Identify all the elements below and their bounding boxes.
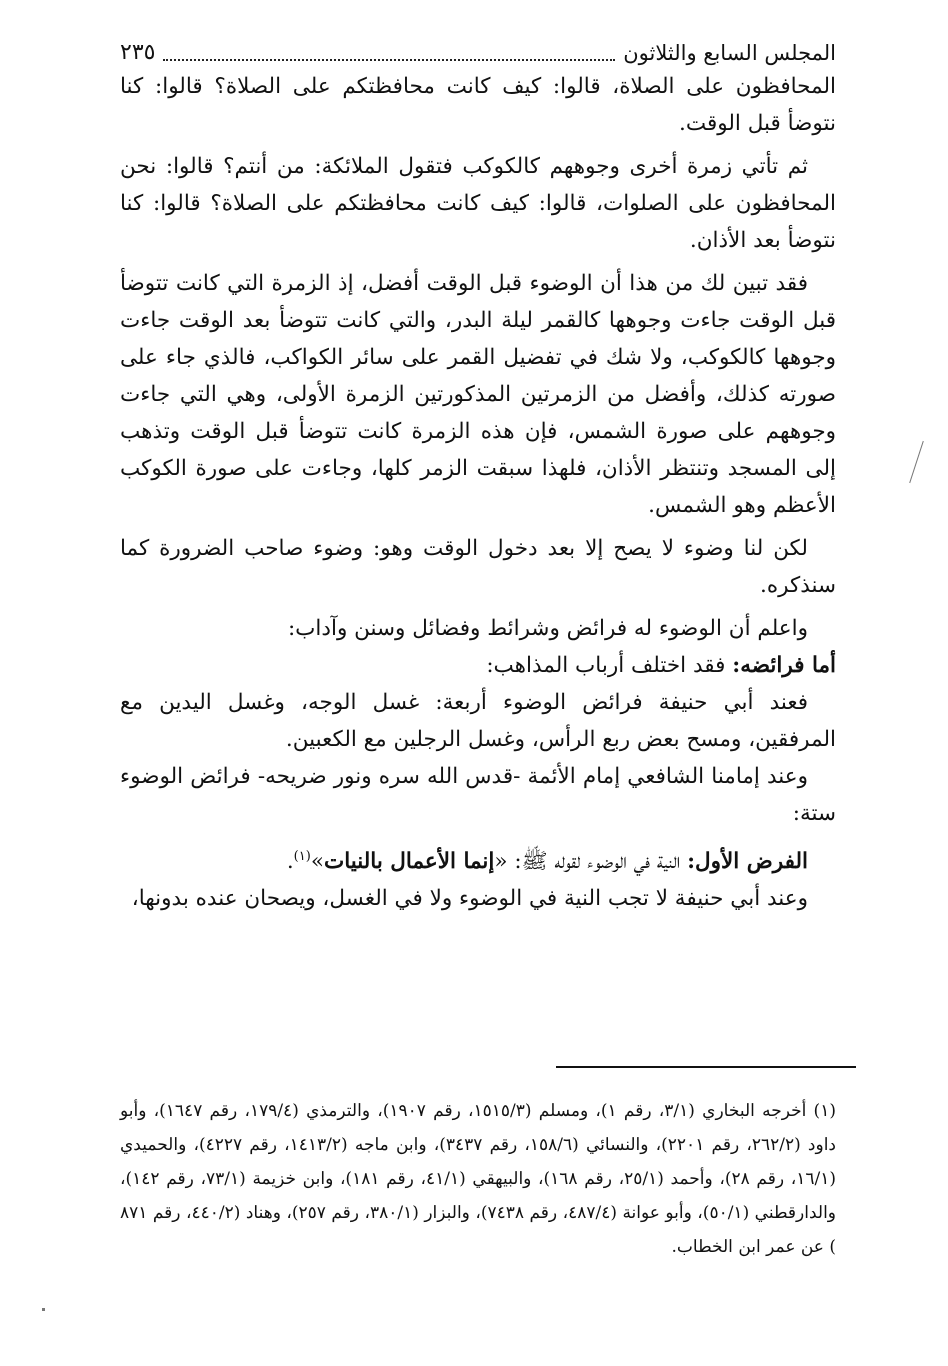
paragraph: المحافظون على الصلاة، قالوا: كيف كانت محافظتكم على الصلاة؟ قالوا: كنا نتوضأ قبل الوقت. — [120, 74, 836, 136]
footnote-separator — [556, 1066, 856, 1068]
chapter-title: المجلس السابع والثلاثون — [623, 41, 836, 65]
paragraph: فعند أبي حنيفة فرائض الوضوء أربعة: غسل الوجه، وغسل اليدين مع المرفقين، ومسح بعض ربع الرأس، وغسل الرجلين مع الكعبين. — [120, 690, 836, 752]
footnote-reference: (١) — [293, 849, 311, 864]
running-header — [120, 36, 836, 68]
header-dot-leader — [163, 59, 615, 61]
footnote — [120, 1094, 836, 1264]
page-number: ٢٣٥ — [120, 40, 156, 65]
footnote-text: (١) أخرجه البخاري (٣/١، رقم ١)، ومسلم (١٥١٥/٣، رقم ١٩٠٧)، والترمذي (١٧٩/٤، رقم ١٦٤٧)، وأبو داود (٢٦٢/٢، رقم ٢٢٠١)، والنسائي (١٥٨/٦، رقم ٣٤٣٧)، وابن ماجه (١٤١٣/٢، رقم ٤٢٢٧)، والحميدي (١٦/١، رقم ٢٨)، وأحمد (٢٥/١، رقم ١٦٨)، والبيهقي (٤١/١، رقم ١٨١)، وابن خزيمة (٧٣/١، رقم ١٤٢)، والدارقطني (٥٠/١)، وأبو عوانة (٤٨٧/٤، رقم ٧٤٣٨)، والبزار (٣٨٠/١، رقم ٢٥٧)، وهناد (٤٤٠/٢، رقم ٨٧١ ) عن عمر ابن الخطاب. — [120, 1101, 837, 1257]
section-heading: أما فرائضه: — [732, 653, 836, 678]
paragraph: لكن لنا وضوء لا يصح إلا بعد دخول الوقت وهو: وضوء صاحب الضرورة كما سنذكره. — [120, 536, 836, 598]
page-content — [120, 36, 836, 917]
hadith-quote: إنما الأعمال بالنيات — [323, 849, 495, 875]
paragraph: وعند إمامنا الشافعي إمام الأئمة -قدس الله سره ونور ضريحه- فرائض الوضوء ستة: — [120, 764, 836, 826]
paragraph: فقد تبين لك من هذا أن الوضوء قبل الوقت أفضل، إذ الزمرة التي كانت تتوضأ قبل الوقت جاءت وجوهها كالقمر ليلة البدر، والتي كانت تتوضأ بعد الوقت جاءت وجوهها كالكوكب، ولا شك في تفضيل القمر على سائر الكواكب، فالذي جاء على صورته كذلك، وأفضل من الزمرتين المذكورتين الزمرة الأولى، وهي التي جاءت وجوههم على صورة الشمس، فإن هذه الزمرة كانت تتوضأ قبل الوقت وتذهب إلى المسجد وتنتظر الأذان، فلهذا سبقت الزمر كلها، وجاءت على صورة الكوكب الأعظم وهو الشمس. — [120, 271, 836, 518]
section-heading: الفرض الأول: — [687, 849, 808, 875]
paragraph: ثم تأتي زمرة أخرى وجوههم كالكوكب فتقول الملائكة: من أنتم؟ قالوا: نحن المحافظون على الصلوات، قالوا: كيف كانت محافظتكم على الصلاة؟ قالوا: كنا نتوضأ بعد الأذان. — [120, 154, 836, 253]
paragraph: واعلم أن الوضوء له فرائض وشرائط وفضائل وسنن وآداب: — [287, 616, 808, 641]
paragraph: الفرض الأول: النية في الوضوء لقوله ﷺ: «إنما الأعمال بالنيات»$^{(١)}$. — [286, 849, 808, 875]
paragraph: وعند أبي حنيفة لا تجب النية في الوضوء ولا في الغسل، ويصحان عنده بدونها، — [131, 886, 808, 912]
paragraph: أما فرائضه: فقد اختلف أرباب المذاهب: — [486, 653, 836, 678]
main-text — [120, 68, 836, 917]
